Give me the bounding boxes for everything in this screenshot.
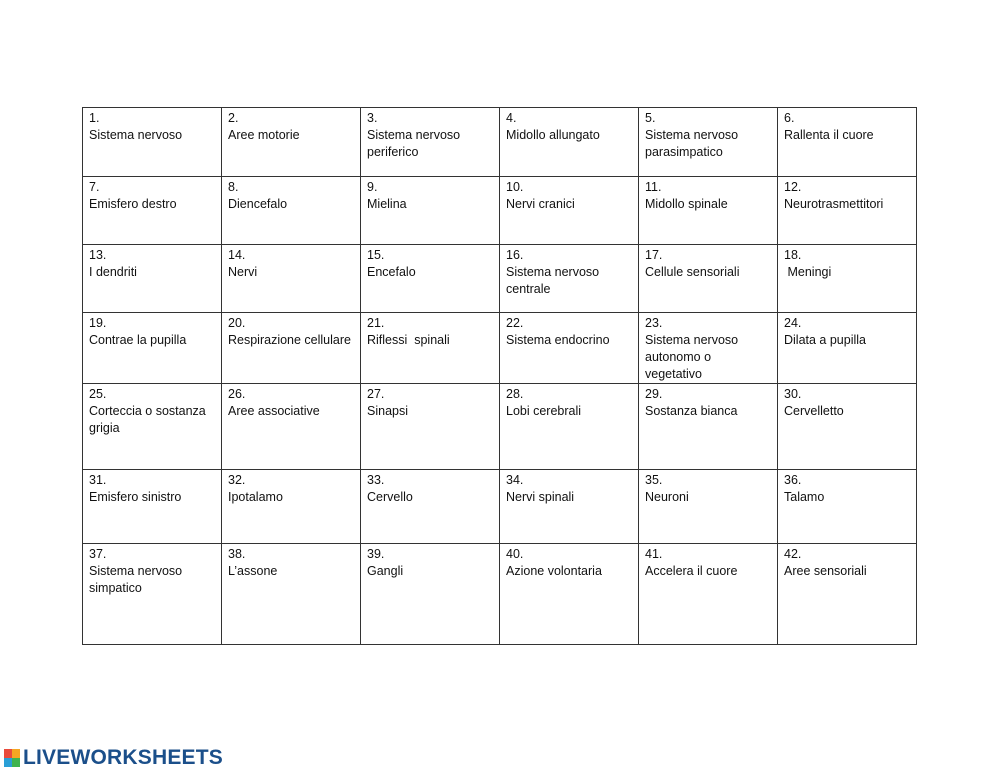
cell-number: 21. (367, 316, 385, 330)
cell-number: 30. (784, 387, 802, 401)
cell-term: Riflessi spinali (367, 333, 450, 347)
cell-term: Contrae la pupilla (89, 333, 187, 347)
cell-term: Sistema nervoso simpatico (89, 564, 186, 595)
grid-cell (639, 177, 778, 245)
cell-number: 11. (645, 180, 662, 194)
cell-term: Ipotalamo (228, 490, 283, 504)
cell-term: Cervello (367, 490, 413, 504)
cell-number: 2. (228, 111, 239, 125)
grid-row (83, 108, 917, 177)
grid-cell (222, 470, 361, 544)
cell-number: 42. (784, 547, 802, 561)
cell-term: Sinapsi (367, 404, 408, 418)
cell-term: Neurotrasmettitori (784, 197, 884, 211)
grid-cell (639, 544, 778, 645)
cell-term: Diencefalo (228, 197, 288, 211)
cell-number: 13. (89, 248, 107, 262)
cell-number: 8. (228, 180, 239, 194)
liveworksheets-logo-icon (4, 749, 20, 767)
cell-number: 39. (367, 547, 385, 561)
cell-number: 29. (645, 387, 663, 401)
grid-cell (778, 313, 917, 384)
cell-number: 6. (784, 111, 795, 125)
grid-row (83, 245, 917, 313)
cell-number: 36. (784, 473, 802, 487)
cell-term: Sistema endocrino (506, 333, 610, 347)
cell-term: Sostanza bianca (645, 404, 738, 418)
cell-term: Sistema nervoso (89, 128, 183, 142)
cell-term: Sistema nervoso parasimpatico (645, 128, 742, 159)
cell-number: 4. (506, 111, 517, 125)
grid-cell (639, 108, 778, 177)
grid-row (83, 384, 917, 470)
grid-cell (83, 245, 222, 313)
cell-term: Cellule sensoriali (645, 265, 740, 279)
cell-number: 31. (89, 473, 107, 487)
cell-number: 14. (228, 248, 246, 262)
worksheet-grid-body (83, 108, 917, 645)
grid-row (83, 313, 917, 384)
cell-term: I dendriti (89, 265, 137, 279)
worksheet-grid (82, 107, 917, 645)
cell-term: Nervi (228, 265, 258, 279)
cell-number: 40. (506, 547, 524, 561)
grid-cell (778, 470, 917, 544)
grid-cell (500, 384, 639, 470)
cell-number: 19. (89, 316, 107, 330)
cell-number: 3. (367, 111, 378, 125)
grid-cell (639, 245, 778, 313)
cell-term: Encefalo (367, 265, 416, 279)
grid-cell (83, 470, 222, 544)
grid-cell (361, 384, 500, 470)
cell-number: 27. (367, 387, 385, 401)
grid-cell (83, 384, 222, 470)
cell-number: 7. (89, 180, 100, 194)
cell-number: 5. (645, 111, 656, 125)
cell-number: 16. (506, 248, 524, 262)
cell-term: Aree associative (228, 404, 320, 418)
cell-number: 34. (506, 473, 524, 487)
grid-cell (639, 470, 778, 544)
cell-term: Meningi (784, 265, 832, 279)
cell-term: Emisfero destro (89, 197, 177, 211)
cell-number: 41. (645, 547, 663, 561)
grid-cell (83, 177, 222, 245)
cell-number: 26. (228, 387, 246, 401)
cell-number: 23. (645, 316, 663, 330)
cell-term: Sistema nervoso centrale (506, 265, 603, 296)
grid-cell (222, 544, 361, 645)
cell-term: Azione volontaria (506, 564, 602, 578)
cell-term: Accelera il cuore (645, 564, 738, 578)
cell-number: 18. (784, 248, 802, 262)
grid-cell (222, 384, 361, 470)
cell-number: 28. (506, 387, 524, 401)
cell-number: 25. (89, 387, 107, 401)
grid-cell (500, 470, 639, 544)
grid-cell (639, 384, 778, 470)
cell-number: 9. (367, 180, 378, 194)
cell-number: 1. (89, 111, 100, 125)
cell-term: Mielina (367, 197, 407, 211)
cell-term: Corteccia o sostanza grigia (89, 404, 210, 435)
cell-term: Respirazione cellulare (228, 333, 351, 347)
cell-number: 35. (645, 473, 663, 487)
grid-cell (639, 313, 778, 384)
grid-row (83, 544, 917, 645)
grid-row (83, 177, 917, 245)
cell-term: Nervi spinali (506, 490, 575, 504)
cell-number: 37. (89, 547, 107, 561)
grid-cell (500, 313, 639, 384)
cell-term: Midollo allungato (506, 128, 600, 142)
cell-term: L’assone (228, 564, 278, 578)
cell-term: Aree motorie (228, 128, 300, 142)
grid-cell (361, 544, 500, 645)
grid-cell (778, 384, 917, 470)
cell-term: Lobi cerebrali (506, 404, 582, 418)
cell-number: 20. (228, 316, 246, 330)
cell-number: 10. (506, 180, 524, 194)
cell-term: Neuroni (645, 490, 689, 504)
cell-number: 33. (367, 473, 385, 487)
grid-cell (361, 177, 500, 245)
grid-cell (500, 108, 639, 177)
cell-number: 22. (506, 316, 524, 330)
grid-cell (500, 177, 639, 245)
grid-cell (500, 245, 639, 313)
grid-cell (500, 544, 639, 645)
cell-number: 32. (228, 473, 246, 487)
grid-cell (83, 108, 222, 177)
cell-term: Midollo spinale (645, 197, 728, 211)
grid-cell (222, 177, 361, 245)
cell-term: Cervelletto (784, 404, 844, 418)
grid-cell (778, 245, 917, 313)
cell-term: Sistema nervoso autonomo o vegetativo (645, 333, 742, 381)
cell-term: Sistema nervoso periferico (367, 128, 464, 159)
cell-term: Nervi cranici (506, 197, 575, 211)
grid-cell (222, 245, 361, 313)
cell-term: Aree sensoriali (784, 564, 867, 578)
grid-row (83, 470, 917, 544)
grid-cell (361, 470, 500, 544)
grid-cell (222, 313, 361, 384)
cell-term: Emisfero sinistro (89, 490, 182, 504)
grid-cell (361, 245, 500, 313)
cell-number: 12. (784, 180, 802, 194)
cell-term: Gangli (367, 564, 404, 578)
grid-cell (222, 108, 361, 177)
liveworksheets-logo (4, 744, 223, 772)
cell-term: Dilata a pupilla (784, 333, 866, 347)
cell-number: 15. (367, 248, 385, 262)
grid-cell (83, 313, 222, 384)
cell-number: 17. (645, 248, 663, 262)
grid-cell (778, 177, 917, 245)
grid-cell (778, 544, 917, 645)
grid-cell (83, 544, 222, 645)
logo-text: LIVEWORKSHEETS (23, 746, 223, 769)
grid-cell (361, 313, 500, 384)
cell-term: Rallenta il cuore (784, 128, 874, 142)
cell-number: 24. (784, 316, 802, 330)
grid-cell (778, 108, 917, 177)
cell-term: Talamo (784, 490, 825, 504)
cell-number: 38. (228, 547, 246, 561)
grid-cell (361, 108, 500, 177)
